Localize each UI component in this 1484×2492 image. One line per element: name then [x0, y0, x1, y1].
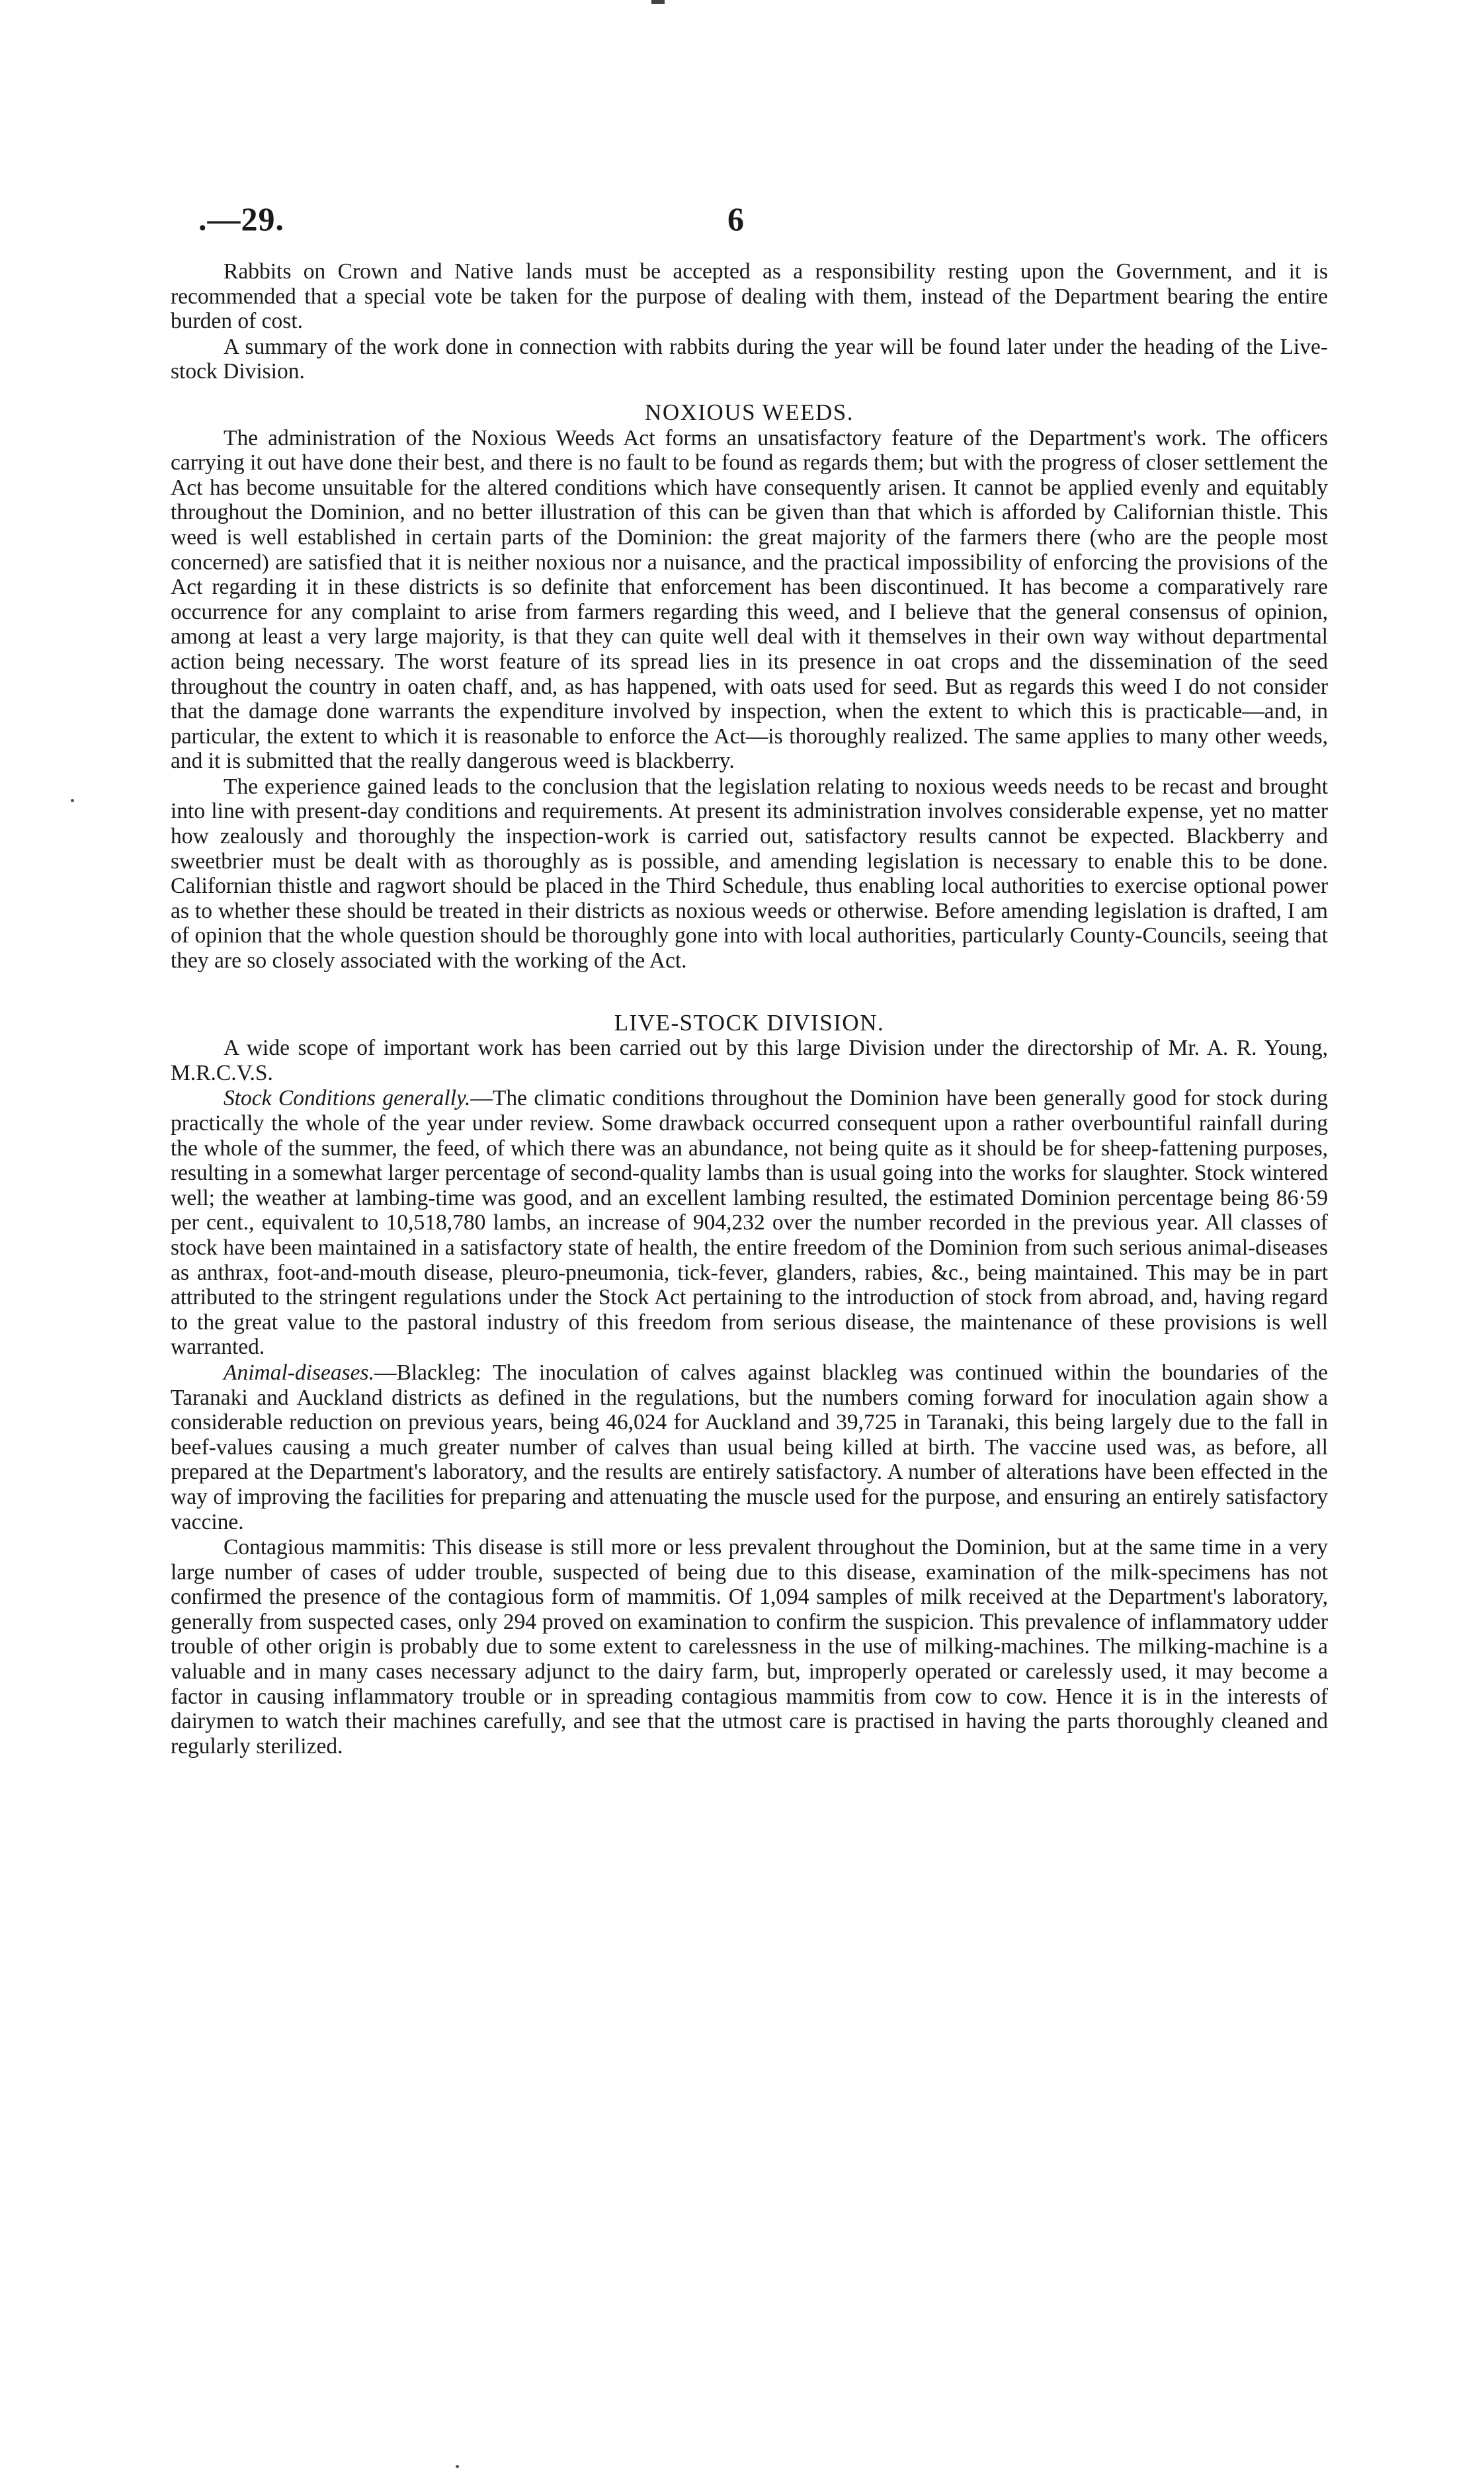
scan-speck-left	[71, 799, 74, 802]
page-header	[198, 200, 1323, 253]
stock-conditions-text: —The climatic conditions throughout the Dominion have been generally good for stock during practically the whole of the year under review. Some drawback occurred consequent upon a rather overbountiful rainfall during the whole of the summer, the feed, of which there was an abundance, not being quite as it should be for sheep-fattening purposes, resulting in a somewhat larger percentage of second-quality lambs than is usual going into the works for slaughter. Stock wintered well; the weather at lambing-time was good, and an excellent lambing resulted, the estimated Dominion percentage being 86·59 per cent., equivalent to 10,518,780 lambs, an increase of 904,232 over the number recorded in the previous year. All classes of stock have been maintained in a satisfactory state of health, the entire freedom of the Dominion from such serious animal-diseases as anthrax, foot-and-mouth disease, pleuro-pneumonia, tick-fever, glanders, rabies, &c., being maintained. This may be in part attributed to the stringent regulations under the Stock Act pertaining to the introduction of stock from abroad, and, having regard to the great value to the pastoral industry of this freedom from serious disease, the maintenance of these provisions is well warranted.	[171, 1086, 1328, 1360]
noxious-weeds-paragraph-2: The experience gained leads to the conclusion that the legislation relating to noxious weeds needs to be recast and brought into line with present-day conditions and requirements. At present its administration involves considerable expense, yet no matter how zealously and thoroughly the inspection-work is carried out, satisfactory results cannot be expected. Blackberry and sweetbrier must be dealt with as thoroughly as is possible, and amending legislation is necessary to enable this to be done. Californian thistle and ragwort should be placed in the Third Schedule, thus enabling local authorities to exercise optional power as to whether these should be treated in their districts as noxious weeds or otherwise. Before amending legislation is drafted, I am of opinion that the whole question should be thoroughly gone into with local authorities, particularly County-Councils, seeing that they are so closely associated with the working of the Act.	[171, 774, 1328, 974]
noxious-weeds-heading: NOXIOUS WEEDS.	[645, 399, 854, 425]
animal-diseases-paragraph	[171, 1360, 1328, 1534]
contagious-mammitis-paragraph: Contagious mammitis: This disease is still more or less prevalent throughout the Dominion, but at the same time in a very large number of cases of udder trouble, suspected of being due to this disease, examination of the milk-specimens has not confirmed the presence of the contagious form of mammitis. Of 1,094 samples of milk received at the Department's laboratory, generally from suspected cases, only 294 proved on examination to confirm the suspicion. This prevalence of inflammatory udder trouble of other origin is probably due to some extent to carelessness in the use of milking-machines. The milking-machine is a valuable and in many cases necessary adjunct to the dairy farm, but, improperly operated or carelessly used, it may become a factor in causing inflammatory trouble or in spreading contagious mammitis from cow to cow. Hence it is in the interests of dairymen to watch their machines carefully, and see that the utmost care is practised in having the parts thoroughly cleaned and regularly sterilized.	[171, 1535, 1328, 1759]
stock-conditions-title: Stock Conditions generally.	[224, 1086, 471, 1111]
rabbits-paragraph-2: A summary of the work done in connection with rabbits during the year will be found later under the heading of the Live-stock Division.	[171, 334, 1328, 384]
page-number: 6	[727, 200, 744, 237]
animal-diseases-text: —Blackleg: The inoculation of calves against blackleg was continued within the boundaries of the Taranaki and Auckland districts as defined in the regulations, but the numbers coming forward for inoculation again show a considerable reduction on previous years, being 46,024 for Auckland and 39,725 in Taranaki, this being largely due to the fall in beef-values causing a much greater number of calves than usual being killed at birth. The vaccine used was, as before, all prepared at the Department's laboratory, and the results are entirely satisfactory. A number of alterations have been effected in the way of improving the facilities for preparing and attenuating the muscle used for the purpose, and ensuring an entirely satisfactory vaccine.	[171, 1360, 1328, 1534]
page-body	[171, 259, 1328, 1759]
stock-conditions-paragraph	[171, 1086, 1328, 1360]
document-reference: .—29.	[198, 200, 284, 237]
live-stock-heading: LIVE-STOCK DIVISION.	[614, 1009, 885, 1036]
scan-speck-top	[651, 0, 665, 4]
noxious-weeds-paragraph-1: The administration of the Noxious Weeds Act forms an unsatisfactory feature of the Department's work. The officers carrying it out have done their best, and there is no fault to be found as regards them; but with the progress of closer settlement the Act has become unsuitable for the altered conditions which have consequently arisen. It cannot be applied evenly and equitably throughout the Dominion, and no better illustration of this can be given than that which is afforded by Californian thistle. This weed is well established in certain parts of the Dominion: the great majority of the farmers there (who are the people most concerned) are satisfied that it is neither noxious nor a nuisance, and the practical impossibility of enforcing the provisions of the Act regarding it in these districts is so definite that enforcement has been discontinued. It has become a comparatively rare occurrence for any complaint to arise from farmers regarding this weed, and I believe that the general consensus of opinion, among at least a very large majority, is that they can quite well deal with it themselves in their own way without departmental action being necessary. The worst feature of its spread lies in its presence in oat crops and the dissemination of the seed throughout the country in oaten chaff, and, as has happened, with oats used for seed. But as regards this weed I do not consider that the damage done warrants the expenditure involved by inspection, when the extent to which this is practicable—and, in particular, the extent to which it is reasonable to enforce the Act—is thoroughly realized. The same applies to many other weeds, and it is submitted that the really dangerous weed is blackberry.	[171, 425, 1328, 774]
animal-diseases-title: Animal-diseases.	[224, 1360, 374, 1385]
rabbits-paragraph-1: Rabbits on Crown and Native lands must be accepted as a responsibility resting upon the Government, and it is recommended that a special vote be taken for the purpose of dealing with them, instead of the Department bearing the entire burden of cost.	[171, 259, 1328, 334]
live-stock-intro-paragraph: A wide scope of important work has been carried out by this large Division under the directorship of Mr. A. R. Young, M.R.C.V.S.	[171, 1036, 1328, 1085]
scan-speck-bottom	[456, 2465, 459, 2468]
